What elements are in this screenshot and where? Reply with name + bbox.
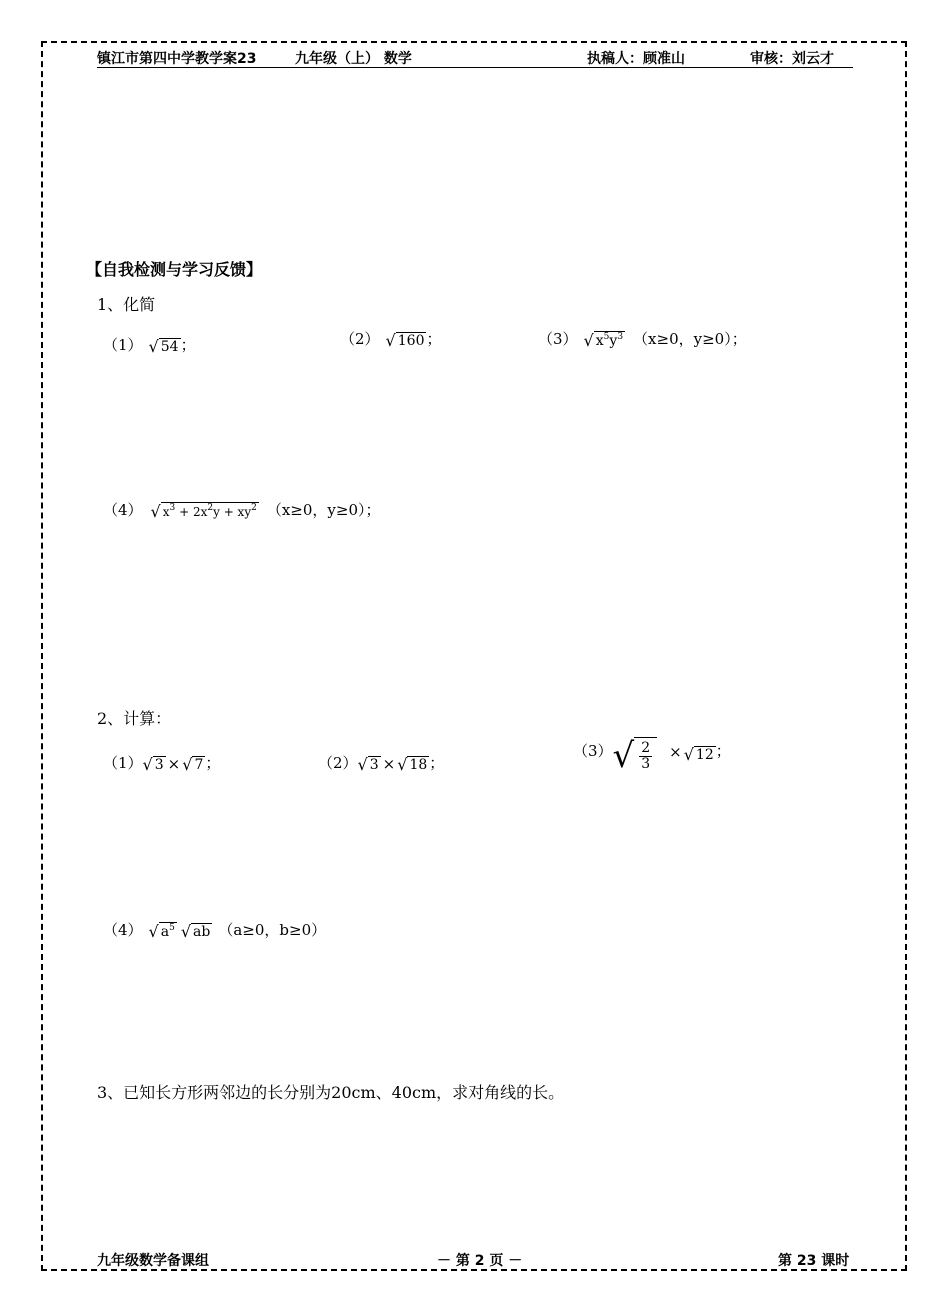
page-number: － 第 2 页 －: [437, 1253, 523, 1269]
q3-text: 3、已知长方形两邻边的长分别为20cm、40cm，求对角线的长。: [97, 1083, 565, 1102]
sqrt-7: √ 7: [182, 755, 204, 774]
q2-item-2-label: （2）: [318, 754, 358, 772]
q1-item-3: [538, 328, 747, 349]
q2-item-3-label: （3）: [573, 741, 613, 760]
times-sign: ×: [167, 755, 181, 773]
sqrt-54: [149, 338, 181, 355]
radical-icon: √: [148, 922, 159, 942]
sqrt-160: [386, 332, 427, 349]
section-title: 【自我检测与学习反馈】: [86, 260, 263, 279]
page-header: [97, 48, 853, 68]
q1-item-4: [103, 499, 381, 520]
radical-icon: √: [583, 331, 594, 350]
sqrt-12: √ 12: [683, 744, 714, 764]
q2-title: 2、计算：: [97, 709, 172, 728]
sqrt-x5y3: [584, 331, 626, 349]
sqrt-polynomial: [151, 502, 259, 520]
q1-item-3-label: （3）: [538, 330, 578, 348]
q2-item-1-tail: ；: [205, 754, 221, 772]
page-footer: [97, 1250, 850, 1270]
q2-item-3-tail: ；: [715, 741, 731, 760]
q2-item-4-label: （4）: [103, 921, 143, 940]
q2-item-2: [318, 752, 444, 773]
sqrt-a5: √ $a^5$: [148, 922, 175, 942]
radical-icon: √: [612, 735, 635, 776]
q1-item-2-radicand: 160: [397, 332, 425, 349]
q2-item-3: [573, 735, 731, 776]
q1-item-4-radicand: $x^3 + 2x^2y + xy^2$: [162, 503, 257, 520]
q1-item-3-tail: （x≥0，y≥0）；: [633, 330, 747, 348]
times-sign: ×: [382, 755, 396, 773]
sqrt-18: √ 18: [397, 755, 428, 774]
fraction-2-3: [639, 741, 652, 773]
q1-item-1-label: （1）: [103, 336, 143, 355]
q1-item-3-radicand: $x^5y^3$: [595, 331, 624, 349]
q2-item-1: [103, 752, 220, 773]
footer-group: 九年级数学备课组: [97, 1253, 209, 1269]
q2-item-4: [103, 910, 326, 940]
radical-icon: √: [385, 331, 396, 350]
footer-lesson: 第 23 课时: [778, 1253, 850, 1269]
header-author: 执稿人：顾准山: [587, 51, 685, 67]
q1-item-1-radicand: 54: [160, 339, 179, 355]
q1-item-2-label: （2）: [340, 330, 380, 348]
radical-icon: √: [180, 922, 192, 942]
q2-item-1-label: （1）: [103, 754, 143, 772]
sqrt-3: √ 3: [357, 755, 379, 774]
q1-item-1-tail: ；: [180, 336, 196, 355]
header-grade-subject: 九年级（上） 数学: [295, 51, 412, 67]
fraction-denominator: 3: [641, 756, 651, 773]
radical-icon: √: [397, 755, 408, 774]
fraction-numerator: 2: [641, 740, 651, 756]
times-sign: ×: [669, 742, 682, 761]
q1-item-4-tail: （x≥0，y≥0）；: [266, 501, 381, 519]
radical-icon: √: [182, 755, 193, 774]
q1-item-2-tail: ；: [426, 330, 442, 348]
radical-icon: √: [357, 755, 368, 774]
header-school: 镇江市第四中学教学案23: [97, 51, 257, 67]
q2-item-4-tail: （a≥0，b≥0）: [218, 921, 327, 940]
radical-icon: √: [683, 744, 694, 764]
q1-item-1: [103, 328, 196, 355]
q1-item-4-label: （4）: [103, 501, 143, 519]
sqrt-3: √ 3: [142, 755, 164, 774]
header-rule: [97, 67, 853, 68]
q2-item-2-tail: ；: [429, 754, 445, 772]
radical-icon: √: [142, 755, 153, 774]
sqrt-ab: √ ab: [180, 922, 211, 942]
radical-icon: √: [150, 502, 161, 521]
q1-title: 1、化简: [97, 295, 156, 314]
header-reviewer: 审核：刘云才: [750, 51, 834, 67]
sqrt-fraction-2-3: [612, 735, 658, 776]
radical-icon: √: [148, 337, 159, 357]
q1-item-2: [340, 328, 442, 349]
